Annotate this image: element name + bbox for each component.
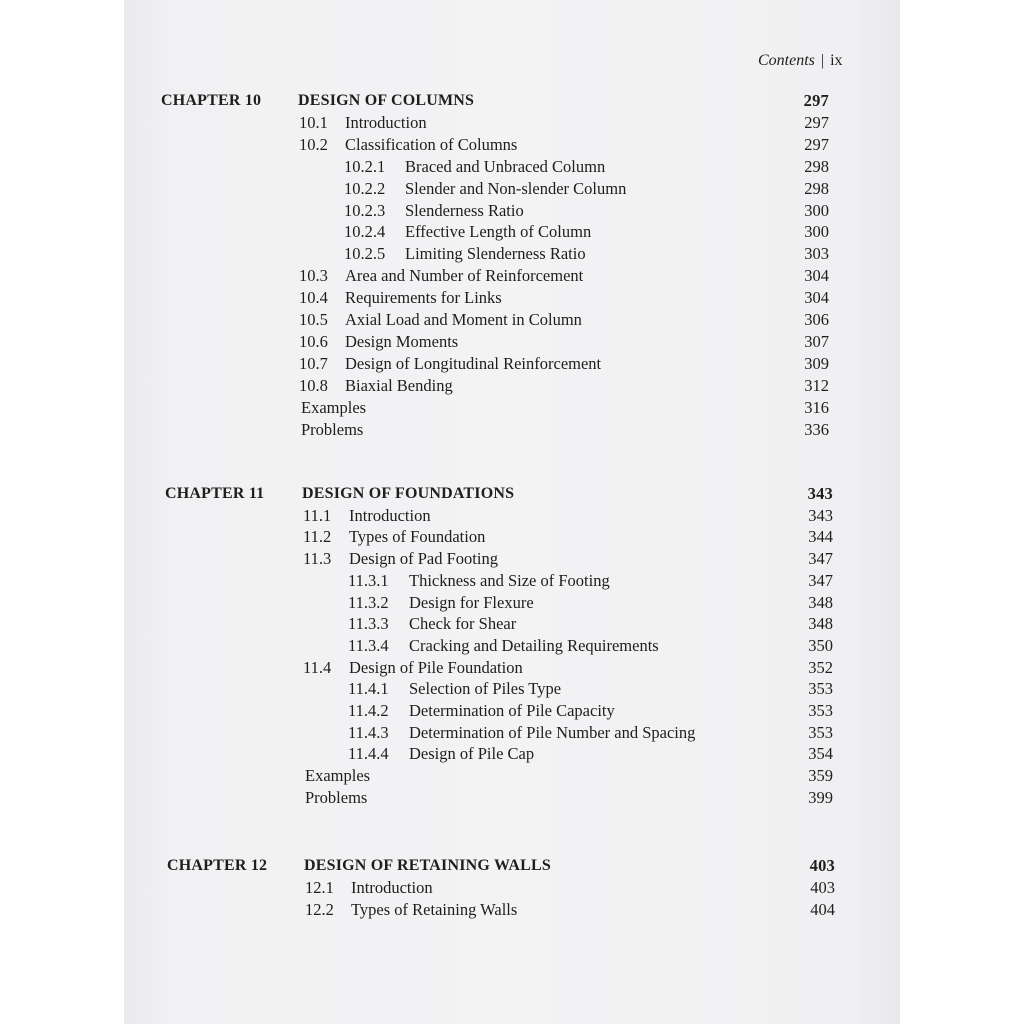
subsection-entry xyxy=(124,592,900,614)
section-number: 11.2 xyxy=(303,527,332,547)
section-number: 10.6 xyxy=(299,331,328,351)
section-entry xyxy=(124,548,900,570)
subsection-entry xyxy=(124,678,900,700)
header-label: Contents xyxy=(758,52,815,69)
chapter-label: CHAPTER 10 xyxy=(161,92,262,109)
subsection-number: 11.3.1 xyxy=(348,570,389,590)
subsection-entry xyxy=(124,613,900,635)
chapter-heading xyxy=(124,483,900,505)
entry-page-number: 344 xyxy=(808,527,833,547)
back-matter-entry xyxy=(124,787,900,809)
subsection-number: 11.3.2 xyxy=(348,592,389,612)
chapter-label: CHAPTER 11 xyxy=(165,485,265,502)
entry-title: Examples xyxy=(305,766,371,786)
chapter-page-number: 403 xyxy=(809,856,835,875)
section-entry xyxy=(124,287,900,309)
subsection-title: Slender and Non-slender Column xyxy=(405,178,627,198)
section-entry xyxy=(124,526,900,548)
entry-page-number: 336 xyxy=(804,419,829,439)
entry-page-number: 348 xyxy=(808,592,833,612)
subsection-entry xyxy=(124,178,900,200)
section-title: Introduction xyxy=(345,112,427,132)
back-matter-entry xyxy=(124,397,900,419)
subsection-number: 11.3.3 xyxy=(348,614,389,634)
section-title: Introduction xyxy=(351,878,433,897)
subsection-number: 10.2.1 xyxy=(344,156,386,176)
entry-page-number: 300 xyxy=(804,222,829,242)
entry-page-number: 350 xyxy=(808,635,833,655)
chapter-title: DESIGN OF COLUMNS xyxy=(298,92,475,109)
subsection-number: 10.2.4 xyxy=(344,222,386,242)
subsection-entry xyxy=(124,743,900,765)
section-entry xyxy=(124,112,900,134)
subsection-title: Cracking and Detailing Requirements xyxy=(409,635,659,655)
chapter-heading xyxy=(124,855,900,877)
entry-page-number: 298 xyxy=(804,178,829,198)
entry-page-number: 300 xyxy=(804,200,829,220)
entry-page-number: 353 xyxy=(808,679,833,699)
section-number: 10.1 xyxy=(299,112,328,132)
subsection-number: 10.2.5 xyxy=(344,244,386,264)
header-page-number: ix xyxy=(830,52,843,69)
section-entry xyxy=(124,309,900,331)
section-number: 10.7 xyxy=(299,353,328,373)
book-page xyxy=(124,0,900,1024)
subsection-title: Check for Shear xyxy=(409,614,517,634)
section-number: 12.1 xyxy=(305,878,334,897)
subsection-number: 11.3.4 xyxy=(348,635,389,655)
section-entry xyxy=(124,657,900,679)
entry-page-number: 359 xyxy=(808,766,833,786)
subsection-entry xyxy=(124,722,900,744)
section-number: 12.2 xyxy=(305,900,334,919)
entry-page-number: 307 xyxy=(804,331,829,351)
subsection-entry xyxy=(124,156,900,178)
section-title: Design Moments xyxy=(345,331,459,351)
section-number: 10.4 xyxy=(299,288,328,308)
section-title: Types of Retaining Walls xyxy=(351,900,518,919)
section-number: 10.8 xyxy=(299,375,328,395)
section-title: Classification of Columns xyxy=(345,134,518,154)
subsection-number: 11.4.1 xyxy=(348,679,389,699)
subsection-title: Selection of Piles Type xyxy=(409,679,562,699)
entry-page-number: 354 xyxy=(808,744,833,764)
subsection-title: Determination of Pile Number and Spacing xyxy=(409,722,696,742)
entry-page-number: 347 xyxy=(808,549,833,569)
entry-page-number: 347 xyxy=(808,570,833,590)
entry-page-number: 404 xyxy=(810,900,835,919)
header-separator: | xyxy=(820,52,825,69)
entry-page-number: 309 xyxy=(804,353,829,373)
subsection-entry xyxy=(124,700,900,722)
entry-page-number: 353 xyxy=(808,701,833,720)
section-number: 11.4 xyxy=(303,657,332,677)
subsection-title: Design of Pile Cap xyxy=(409,744,535,764)
section-number: 10.5 xyxy=(299,310,328,329)
chapter-page-number: 343 xyxy=(807,484,833,503)
entry-page-number: 316 xyxy=(804,397,829,417)
section-entry xyxy=(124,505,900,527)
section-entry xyxy=(124,265,900,287)
subsection-title: Design for Flexure xyxy=(409,592,534,612)
subsection-title: Slenderness Ratio xyxy=(405,200,524,220)
subsection-title: Thickness and Size of Footing xyxy=(409,570,610,590)
section-entry xyxy=(124,331,900,353)
section-title: Types of Foundation xyxy=(349,527,486,547)
entry-page-number: 353 xyxy=(808,722,833,742)
subsection-title: Limiting Slenderness Ratio xyxy=(405,244,586,264)
section-entry xyxy=(124,375,900,397)
entry-page-number: 297 xyxy=(804,134,829,154)
entry-page-number: 304 xyxy=(804,288,829,308)
subsection-entry xyxy=(124,200,900,222)
chapter-title: DESIGN OF FOUNDATIONS xyxy=(302,485,515,502)
section-title: Area and Number of Reinforcement xyxy=(345,266,584,286)
chapter-title: DESIGN OF RETAINING WALLS xyxy=(304,857,551,874)
section-number: 10.2 xyxy=(299,134,328,154)
section-number: 11.3 xyxy=(303,549,332,569)
back-matter-entry xyxy=(124,419,900,441)
entry-page-number: 352 xyxy=(808,657,833,677)
subsection-number: 11.4.4 xyxy=(348,744,389,764)
section-title: Design of Pad Footing xyxy=(349,549,498,569)
chapter-page-number: 297 xyxy=(803,91,829,110)
section-title: Design of Pile Foundation xyxy=(349,657,523,677)
entry-page-number: 298 xyxy=(804,156,829,176)
entry-page-number: 304 xyxy=(804,266,829,286)
section-entry xyxy=(124,877,900,899)
section-number: 11.1 xyxy=(303,505,332,525)
subsection-number: 10.2.2 xyxy=(344,178,386,198)
chapter-heading xyxy=(124,90,900,112)
entry-page-number: 297 xyxy=(804,112,829,132)
subsection-entry xyxy=(124,243,900,265)
section-title: Design of Longitudinal Reinforcement xyxy=(345,353,602,373)
entry-page-number: 343 xyxy=(808,505,833,525)
subsection-number: 11.4.3 xyxy=(348,722,389,742)
section-title: Axial Load and Moment in Column xyxy=(345,310,582,329)
subsection-number: 10.2.3 xyxy=(344,200,386,220)
entry-title: Problems xyxy=(305,787,368,807)
subsection-number: 11.4.2 xyxy=(348,701,389,720)
subsection-entry xyxy=(124,221,900,243)
entry-page-number: 399 xyxy=(808,787,833,807)
subsection-title: Determination of Pile Capacity xyxy=(409,701,615,720)
section-number: 10.3 xyxy=(299,266,328,286)
subsection-title: Braced and Unbraced Column xyxy=(405,156,606,176)
entry-title: Examples xyxy=(301,397,367,417)
entry-page-number: 306 xyxy=(804,310,829,329)
running-header xyxy=(758,52,843,70)
section-title: Requirements for Links xyxy=(345,288,502,308)
section-title: Introduction xyxy=(349,505,431,525)
entry-page-number: 348 xyxy=(808,614,833,634)
subsection-entry xyxy=(124,635,900,657)
subsection-title: Effective Length of Column xyxy=(405,222,592,242)
section-title: Biaxial Bending xyxy=(345,375,453,395)
chapter-label: CHAPTER 12 xyxy=(167,857,268,874)
section-entry xyxy=(124,353,900,375)
back-matter-entry xyxy=(124,765,900,787)
subsection-entry xyxy=(124,570,900,592)
entry-page-number: 303 xyxy=(804,244,829,264)
entry-title: Problems xyxy=(301,419,364,439)
section-entry xyxy=(124,134,900,156)
section-entry xyxy=(124,899,900,921)
entry-page-number: 312 xyxy=(804,375,829,395)
entry-page-number: 403 xyxy=(810,878,835,897)
